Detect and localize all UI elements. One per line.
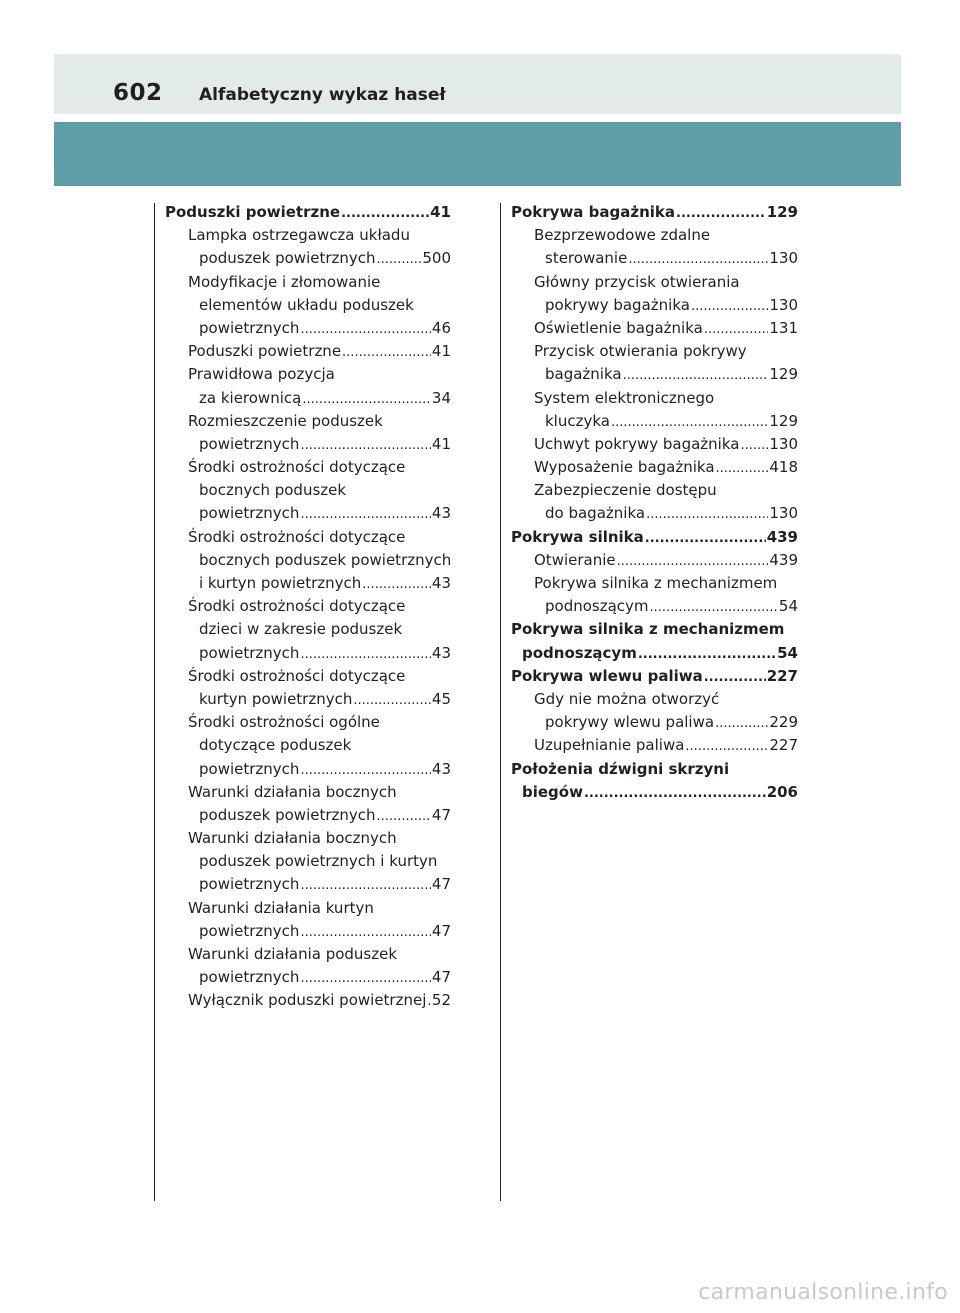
index-entry	[165, 711, 451, 734]
dot-leader	[300, 874, 430, 897]
index-entry-page: 227	[766, 666, 798, 685]
dot-leader	[628, 248, 768, 271]
index-entry	[165, 526, 451, 549]
dot-leader	[617, 550, 769, 573]
index-entry-text: Warunki działania kurtyn	[188, 898, 374, 917]
index-entry-text: kluczyka	[545, 411, 610, 430]
index-entry	[165, 572, 451, 595]
index-entry-page: 130	[769, 504, 798, 523]
index-entry-text: biegów	[522, 782, 583, 801]
dot-leader	[645, 527, 766, 550]
index-entry-text: Bezprzewodowe zdalne	[534, 226, 711, 245]
dot-leader	[704, 666, 766, 689]
index-entry-text: poduszek powietrznych	[199, 249, 376, 268]
index-entry-text: Warunki działania bocznych	[188, 829, 397, 848]
index-entry-page: 43	[431, 643, 451, 662]
left-column-rule	[154, 203, 155, 1201]
dot-leader	[704, 318, 769, 341]
index-entry-text: Środki ostrożności dotyczące	[188, 458, 406, 477]
index-entry-text: Uzupełnianie paliwa	[534, 736, 685, 755]
index-entry-text: powietrznych	[199, 759, 300, 778]
index-entry-text: dotyczące poduszek	[199, 736, 352, 755]
index-entry-page: 41	[431, 434, 451, 453]
index-entry-text: bocznych poduszek	[199, 481, 347, 500]
dot-leader	[300, 643, 430, 666]
index-entry	[511, 502, 798, 525]
index-entry	[165, 387, 451, 410]
dot-leader	[377, 248, 422, 271]
index-entry	[511, 387, 798, 410]
index-entry-text: bocznych poduszek powietrznych	[199, 550, 452, 569]
index-entry-page: 206	[766, 782, 798, 801]
index-entry	[165, 989, 451, 1012]
index-entry-text: Poduszki powietrzne	[165, 203, 341, 221]
index-entry	[511, 711, 798, 734]
index-entry	[165, 804, 451, 827]
index-entry-text: Położenia dźwigni skrzyni	[511, 759, 730, 778]
index-entry	[165, 363, 451, 386]
index-entry-page: 130	[769, 249, 798, 268]
dot-leader	[646, 503, 768, 526]
index-entry-text: Przycisk otwierania pokrywy	[534, 342, 747, 361]
index-entry-text: za kierownicą	[199, 388, 302, 407]
index-entry-text: pokrywy wlewu paliwa	[545, 713, 715, 732]
page-number: 602	[113, 80, 163, 106]
index-entry	[165, 873, 451, 896]
index-entry	[165, 665, 451, 688]
index-entry	[165, 827, 451, 850]
index-entry	[165, 642, 451, 665]
index-entry-text: Wyłącznik poduszki powietrznej	[188, 991, 427, 1010]
index-entry	[511, 479, 798, 502]
index-entry-text: System elektronicznego	[534, 388, 715, 407]
index-entry-text: poduszek powietrznych i kurtyn	[199, 852, 438, 871]
index-entry-text: Pokrywa bagażnika	[511, 203, 676, 221]
index-entry-text: powietrznych	[199, 968, 300, 987]
index-entry-text: Oświetlenie bagażnika	[534, 318, 703, 337]
index-entry-text: powietrznych	[199, 504, 300, 523]
index-entry-text: Uchwyt pokrywy bagażnika	[534, 434, 740, 453]
dot-leader	[300, 921, 430, 944]
index-entry-text: kurtyn powietrznych	[199, 689, 353, 708]
index-entry-text: Pokrywa silnika	[511, 527, 644, 546]
index-entry-text: Pokrywa silnika z mechanizmem	[534, 574, 778, 592]
index-entry-page: 52	[431, 991, 451, 1010]
index-entry	[165, 201, 451, 224]
index-entry-page: 41	[431, 342, 451, 361]
index-entry	[165, 618, 451, 641]
dot-leader	[685, 735, 768, 758]
index-entry-text: Otwieranie	[534, 550, 616, 569]
watermark: carmanualsonline.info	[698, 1280, 948, 1305]
index-entry-text: powietrznych	[199, 875, 300, 894]
index-entry-text: i kurtyn powietrznych	[199, 574, 362, 592]
index-entry	[511, 340, 798, 363]
index-entry	[511, 688, 798, 711]
dot-leader	[353, 689, 431, 712]
dot-leader	[716, 457, 769, 480]
index-entry	[511, 247, 798, 270]
index-entry	[511, 410, 798, 433]
index-entry	[165, 966, 451, 989]
index-entry-text: sterowanie	[545, 249, 628, 268]
dot-leader	[611, 411, 768, 434]
index-entry	[165, 479, 451, 502]
index-entry-text: elementów układu poduszek	[199, 295, 414, 314]
index-entry-text: Lampka ostrzegawcza układu	[188, 226, 410, 245]
index-entry	[511, 642, 798, 665]
index-entry	[165, 549, 451, 572]
index-entry-text: Pokrywa silnika z mechanizmem	[511, 620, 785, 639]
section-band	[54, 122, 901, 186]
index-entry	[511, 433, 798, 456]
index-entry-text: dzieci w zakresie poduszek	[199, 620, 403, 639]
index-entry	[511, 317, 798, 340]
index-entry-page: 54	[777, 643, 798, 662]
index-entry	[511, 665, 798, 688]
index-entry-text: Środki ostrożności dotyczące	[188, 597, 406, 616]
index-entry-page: 130	[769, 434, 798, 453]
index-entry	[511, 271, 798, 294]
index-entry-page: 229	[769, 713, 798, 732]
index-entry-page: 43	[431, 759, 451, 778]
index-entry-page: 439	[769, 550, 798, 569]
index-entry	[511, 734, 798, 757]
dot-leader	[341, 202, 429, 225]
index-entry-text: Poduszki powietrzne	[188, 342, 342, 361]
index-entry	[165, 410, 451, 433]
index-entry	[165, 317, 451, 340]
index-entry-page: 54	[778, 597, 798, 616]
index-column-right	[511, 201, 798, 804]
index-entry	[165, 781, 451, 804]
index-entry-text: pokrywy bagażnika	[545, 295, 690, 314]
index-entry-text: Rozmieszczenie poduszek	[188, 411, 383, 430]
index-entry-page: 418	[769, 458, 798, 477]
index-entry	[165, 850, 451, 873]
index-entry	[165, 758, 451, 781]
index-entry	[511, 595, 798, 618]
index-entry-page: 45	[431, 689, 451, 708]
index-entry	[165, 456, 451, 479]
index-entry	[511, 201, 798, 224]
index-entry	[511, 781, 798, 804]
index-entry	[165, 920, 451, 943]
index-entry-text: Warunki działania bocznych	[188, 782, 397, 801]
dot-leader	[676, 202, 766, 225]
index-entry-page: 47	[431, 968, 451, 987]
index-entry-text: Gdy nie można otworzyć	[534, 689, 720, 708]
index-entry-page: 47	[431, 875, 451, 894]
index-entry-page: 41	[430, 203, 451, 221]
dot-leader	[302, 388, 431, 411]
index-entry-text: Środki ostrożności dotyczące	[188, 527, 406, 546]
index-entry-page: 47	[431, 921, 451, 940]
index-entry	[165, 340, 451, 363]
index-entry-text: poduszek powietrznych	[199, 805, 376, 824]
index-entry-text: Środki ostrożności ogólne	[188, 713, 380, 732]
index-entry-text: podnoszącym	[545, 597, 649, 616]
index-entry	[165, 247, 451, 270]
dot-leader	[300, 967, 430, 990]
index-entry	[165, 433, 451, 456]
index-entry	[511, 363, 798, 386]
index-entry-text: Zabezpieczenie dostępu	[534, 481, 717, 500]
index-entry-text: Prawidłowa pozycja	[188, 365, 335, 384]
dot-leader	[715, 712, 768, 735]
index-entry	[511, 294, 798, 317]
index-entry-text: Środki ostrożności dotyczące	[188, 666, 406, 685]
index-entry-page: 47	[431, 805, 451, 824]
index-entry	[165, 224, 451, 247]
index-entry-page: 34	[431, 388, 451, 407]
dot-leader	[300, 318, 430, 341]
index-entry-text: podnoszącym	[522, 643, 637, 662]
index-entry-page: 129	[766, 203, 798, 221]
dot-leader	[427, 990, 431, 1013]
index-entry	[165, 688, 451, 711]
index-entry-text: Warunki działania poduszek	[188, 945, 398, 963]
index-entry	[165, 595, 451, 618]
dot-leader	[362, 573, 431, 596]
index-entry-page: 131	[769, 318, 798, 337]
index-entry-text: do bagażnika	[545, 504, 646, 523]
index-entry-text: powietrznych	[199, 921, 300, 940]
dot-leader	[740, 434, 768, 457]
index-entry	[165, 271, 451, 294]
index-entry-page: 500	[422, 249, 451, 268]
index-entry-text: powietrznych	[199, 434, 300, 453]
dot-leader	[300, 503, 430, 526]
index-entry	[511, 572, 798, 595]
index-entry	[511, 456, 798, 479]
index-entry	[165, 943, 451, 966]
index-entry	[511, 224, 798, 247]
right-column-rule	[500, 203, 501, 1201]
index-entry-text: Wyposażenie bagażnika	[534, 458, 715, 477]
index-entry-page: 129	[769, 411, 798, 430]
dot-leader	[377, 805, 431, 828]
index-entry-text: Pokrywa wlewu paliwa	[511, 666, 703, 685]
dot-leader	[342, 341, 431, 364]
index-entry	[511, 549, 798, 572]
index-entry	[165, 897, 451, 920]
index-entry	[165, 294, 451, 317]
index-entry-page: 129	[769, 365, 798, 384]
index-entry-text: powietrznych	[199, 318, 300, 337]
index-entry-page: 46	[431, 318, 451, 337]
index-entry-page: 43	[431, 504, 451, 523]
index-entry-page: 130	[769, 295, 798, 314]
index-entry-text: Modyfikacje i złomowanie	[188, 272, 381, 291]
index-entry	[511, 526, 798, 549]
index-entry-page: 439	[766, 527, 798, 546]
dot-leader	[300, 434, 430, 457]
index-entry-page: 227	[769, 736, 798, 755]
header-band	[54, 54, 901, 114]
index-entry-text: bagażnika	[545, 365, 622, 384]
index-column-left	[165, 201, 451, 1013]
index-entry	[511, 618, 798, 641]
index-entry	[165, 502, 451, 525]
dot-leader	[300, 759, 430, 782]
dot-leader	[584, 782, 766, 805]
index-entry-page: 43	[431, 574, 451, 592]
index-entry	[165, 734, 451, 757]
header-title: Alfabetyczny wykaz haseł	[199, 85, 446, 105]
dot-leader	[691, 295, 768, 318]
dot-leader	[623, 364, 769, 387]
dot-leader	[638, 643, 776, 666]
index-entry-text: Główny przycisk otwierania	[534, 272, 740, 291]
index-entry	[511, 758, 798, 781]
dot-leader	[650, 596, 778, 619]
index-entry-text: powietrznych	[199, 643, 300, 662]
